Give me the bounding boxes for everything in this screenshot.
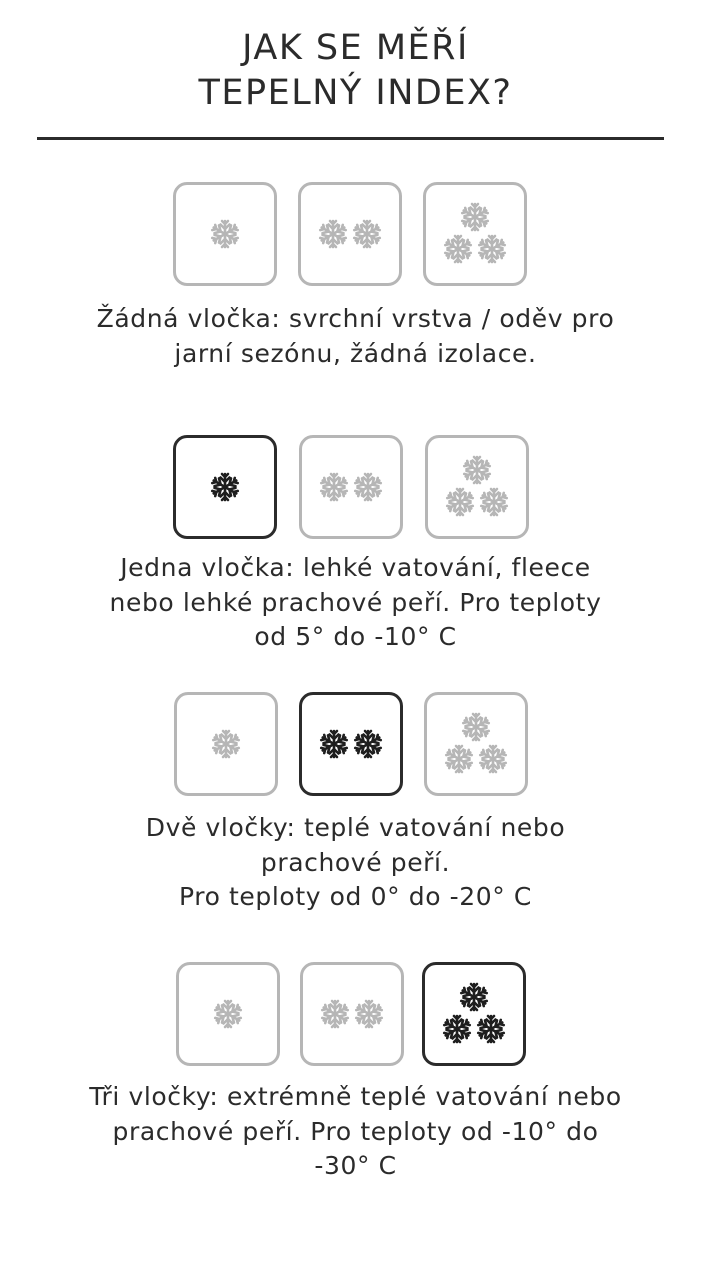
snowflake-icon-row [0, 692, 711, 796]
three-snowflakes-box [422, 962, 526, 1066]
one-snowflake-box [174, 692, 278, 796]
two-snowflakes-icon [302, 438, 400, 536]
two-snowflakes-icon [302, 695, 400, 793]
section-description [20, 811, 691, 915]
title-line-2: TEPELNÝ INDEX? [198, 73, 513, 113]
description-line: prachové peří. [260, 847, 451, 877]
description-line: nebo lehké prachové peří. Pro teploty [109, 587, 602, 617]
title-line-1: JAK SE MĚŘÍ [242, 28, 469, 68]
description-line: Tři vločky: extrémně teplé vatování nebo [89, 1082, 622, 1111]
one-snowflake-icon [176, 185, 274, 283]
one-snowflake-icon [176, 438, 274, 536]
three-snowflakes-icon [428, 438, 526, 536]
one-snowflake-icon [177, 695, 275, 793]
description-line: -30° C [314, 1151, 397, 1180]
three-snowflakes-box [423, 182, 527, 286]
description-line: jarní sezónu, žádná izolace. [174, 338, 537, 368]
description-line: Žádná vločka: svrchní vrstva / oděv pro [96, 304, 615, 333]
description-line: Jedna vločka: lehké vatování, fleece [120, 553, 591, 582]
description-line: Pro teploty od 0° do -20° C [179, 882, 532, 911]
snowflake-icon-row [0, 435, 711, 539]
description-line: od 5° do -10° C [254, 622, 457, 651]
two-snowflakes-box [299, 692, 403, 796]
two-snowflakes-box [298, 182, 402, 286]
three-snowflakes-icon [426, 185, 524, 283]
title-divider [37, 137, 664, 140]
one-snowflake-icon [179, 965, 277, 1063]
snowflake-icon-row [0, 962, 711, 1066]
description-line: Dvě vločky: teplé vatování nebo [145, 813, 566, 842]
three-snowflakes-box [425, 435, 529, 539]
one-snowflake-box [173, 182, 277, 286]
three-snowflakes-icon [425, 965, 523, 1063]
two-snowflakes-icon [301, 185, 399, 283]
description-line: prachové peří. Pro teploty od -10° do [112, 1116, 599, 1146]
three-snowflakes-box [424, 692, 528, 796]
one-snowflake-box [176, 962, 280, 1066]
section-description [20, 302, 691, 371]
section-description [20, 1080, 691, 1184]
two-snowflakes-icon [303, 965, 401, 1063]
snowflake-icon-row [0, 182, 711, 286]
one-snowflake-box [173, 435, 277, 539]
two-snowflakes-box [300, 962, 404, 1066]
two-snowflakes-box [299, 435, 403, 539]
page-title [0, 26, 711, 116]
three-snowflakes-icon [427, 695, 525, 793]
section-description [20, 551, 691, 655]
